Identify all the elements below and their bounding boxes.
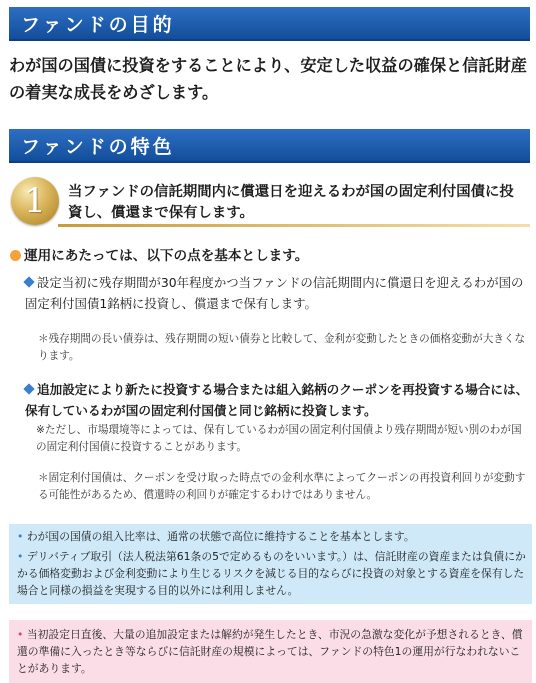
info-line-1 bbox=[17, 528, 527, 545]
warning-line bbox=[17, 626, 527, 677]
badge-number: 1 bbox=[24, 181, 46, 221]
diamond-bullet-icon bbox=[23, 276, 34, 287]
info-line-2 bbox=[17, 548, 527, 599]
square-bullet-icon: • bbox=[17, 628, 24, 641]
info-line-2-text: デリバティブ取引（法人税法第61条の5で定めるものをいいます。）は、信託財産の資産または負債にかかる価格変動および金利変動により生じるリスクを減じる目的ならびに投資の対象とする資産を保有した場合と同様の損益を実現する目的以外には利用しません。 bbox=[17, 550, 526, 597]
purpose-heading: ファンドの目的 bbox=[21, 14, 175, 36]
features-heading: ファンドの特色 bbox=[21, 136, 175, 158]
number-badge-icon bbox=[11, 177, 59, 225]
square-bullet-icon: • bbox=[17, 530, 24, 543]
note-2: ※ただし、市場環境等によっては、保有しているわが国の固定利付国債より残存期間が短い別のわが国の固定利付国債に投資することがあります。 bbox=[36, 424, 522, 453]
policy-item-2-text: 追加設定により新たに投資する場合または組入銘柄のクーポンを再投資する場合には、保有しているわが国の固定利付国債と同じ銘柄に投資します。 bbox=[25, 382, 529, 418]
purpose-text: わが国の国債に投資をすることにより、安定した収益の確保と信託財産の着実な成長をめざします。 bbox=[9, 56, 527, 102]
operation-heading-text: 運用にあたっては、以下の点を基本とします。 bbox=[24, 248, 309, 264]
feature-title: 当ファンドの信託期間内に償還日を迎えるわが国の固定利付国債に投資し、償還まで保有します。 bbox=[68, 184, 514, 221]
note-1: ＊残存期間の長い債券は、残存期間の短い債券と比較して、金利が変動したときの価格変動が大きくなります。 bbox=[38, 333, 526, 362]
info-line-1-text: わが国の国債の組入比率は、通常の状態で高位に維持することを基本とします。 bbox=[26, 530, 415, 543]
orange-dot-icon bbox=[10, 250, 21, 261]
note-3: ＊固定利付国債は、クーポンを受け取った時点での金利水準によってクーポンの再投資利回りが変動する可能性があるため、償還時の利回りが確定するわけではありません。 bbox=[38, 472, 526, 501]
square-bullet-icon: • bbox=[17, 550, 24, 563]
policy-item-1-text: 設定当初に残存期間が30年程度かつ当ファンドの信託期間内に償還日を迎えるわが国の固定利付国債1銘柄に投資し、償還まで保有します。 bbox=[25, 275, 524, 311]
diamond-bullet-icon bbox=[23, 383, 34, 394]
features-header bbox=[9, 129, 530, 161]
warning-text: 当初設定日直後、大量の追加設定または解約が発生したとき、市況の急激な変化が予想されるとき、償還の準備に入ったとき等ならびに信託財産の規模によっては、ファンドの特色1の運用が行なわれないことがあります。 bbox=[17, 628, 523, 675]
feature-underline bbox=[58, 224, 530, 227]
warning-box bbox=[9, 620, 532, 683]
info-box bbox=[9, 524, 532, 604]
operation-heading bbox=[10, 244, 308, 264]
policy-item-1 bbox=[25, 272, 531, 314]
policy-item-2 bbox=[25, 379, 531, 421]
purpose-header bbox=[9, 7, 530, 39]
